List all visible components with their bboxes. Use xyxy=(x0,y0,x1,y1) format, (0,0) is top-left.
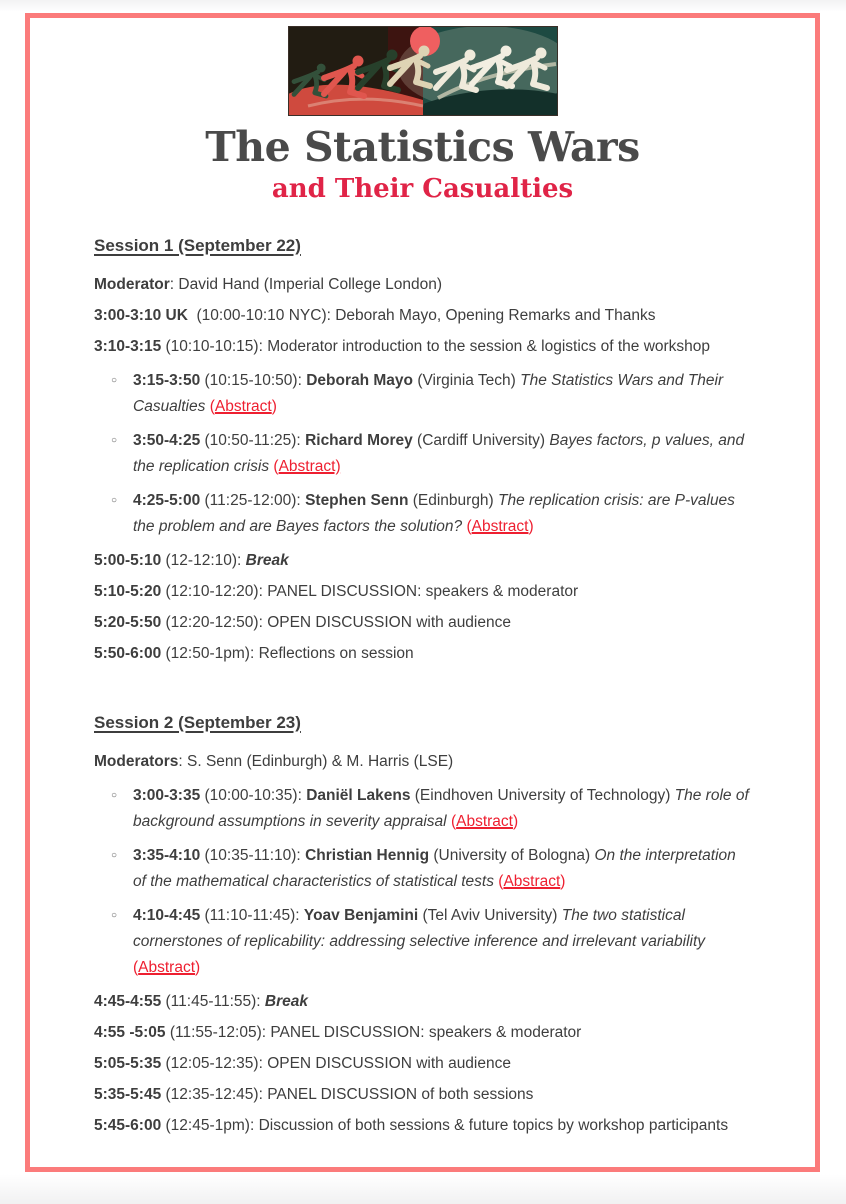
text-segment: (12:35-12:45): PANEL DISCUSSION of both sessions xyxy=(161,1085,534,1103)
text-segment: (12-12:10): xyxy=(161,551,246,569)
page-subtitle: and Their Casualties xyxy=(271,174,574,205)
text-segment: ( xyxy=(450,812,457,830)
sessions-container xyxy=(94,235,754,1139)
text-segment: 4:45-4:55 xyxy=(94,992,162,1010)
text-segment: (11:25-12:00): xyxy=(200,491,306,509)
talk-bullet-item xyxy=(94,428,751,480)
text-segment: : David Hand (Imperial College London) xyxy=(169,275,443,293)
page-top-edge xyxy=(0,0,846,12)
text-segment: The replication crisis: are P-values the problem and are Bayes factors the solution? xyxy=(133,491,740,535)
text-segment: (10:15-10:50): xyxy=(200,371,307,389)
text-segment: (Tel Aviv University) xyxy=(418,906,562,924)
text-segment: (11:45-11:55): xyxy=(161,992,265,1010)
session-heading: Session 2 (September 23) xyxy=(94,712,301,732)
text-segment: ) xyxy=(528,517,534,535)
text-segment: 4:55 -5:05 xyxy=(94,1023,166,1041)
text-segment: ( xyxy=(209,397,215,415)
bullet-marker-icon: ○ xyxy=(111,789,118,801)
bullet-marker-icon: ○ xyxy=(111,494,118,506)
bullet-marker-icon: ○ xyxy=(111,849,118,861)
talk-text xyxy=(133,368,751,420)
session-heading: Session 1 (September 22) xyxy=(94,235,301,255)
text-segment: Deborah Mayo xyxy=(306,371,414,389)
talk-text xyxy=(133,428,751,480)
text-segment: Moderator xyxy=(94,275,170,293)
text-segment: (University of Bologna) xyxy=(429,846,595,864)
text-segment: (12:10-12:20): PANEL DISCUSSION: speakers & moderator xyxy=(161,582,579,600)
text-segment: Break xyxy=(245,551,289,569)
talk-text xyxy=(133,843,751,895)
text-segment xyxy=(705,933,709,950)
text-segment: 3:00-3:35 xyxy=(133,786,201,804)
schedule-line xyxy=(94,641,751,667)
schedule-line xyxy=(94,548,751,574)
text-segment: Daniël Lakens xyxy=(306,786,411,804)
bullet-marker-icon: ○ xyxy=(111,374,118,386)
schedule-line xyxy=(94,989,751,1015)
text-segment: (Virginia Tech) xyxy=(413,371,521,389)
text-segment: (12:20-12:50): OPEN DISCUSSION with audience xyxy=(161,613,511,631)
text-segment: (10:00-10:10 NYC): Deborah Mayo, Opening Remarks and Thanks xyxy=(187,306,656,324)
text-segment: (10:50-11:25): xyxy=(200,431,306,449)
text-segment: 5:50-6:00 xyxy=(94,644,162,662)
bullet-marker-icon: ○ xyxy=(111,434,118,446)
text-segment: ( xyxy=(498,872,504,890)
text-segment: Bayes factors, p values, and the replication crisis xyxy=(133,431,749,475)
text-segment: (12:05-12:35): OPEN DISCUSSION with audience xyxy=(161,1054,511,1072)
schedule-line xyxy=(94,610,751,636)
session-block xyxy=(94,712,754,1139)
talk-text xyxy=(133,783,754,835)
talk-bullet-item xyxy=(94,368,751,420)
session-block xyxy=(94,236,751,667)
abstract-link[interactable]: Abstract xyxy=(471,517,529,535)
text-segment: 5:00-5:10 xyxy=(94,551,162,569)
text-segment: ) xyxy=(560,872,566,890)
bullet-marker-icon: ○ xyxy=(111,909,118,921)
text-segment: Christian Hennig xyxy=(305,846,430,864)
text-segment: 3:00-3:10 UK xyxy=(94,306,188,324)
abstract-link[interactable]: Abstract) xyxy=(278,457,341,475)
text-segment: The two statistical cornerstones of replicability: addressing selective inference and irrelevant variability xyxy=(133,906,706,950)
text-segment: 5:10-5:20 xyxy=(94,582,162,600)
page-border-frame xyxy=(25,13,820,1172)
text-segment: 5:35-5:45 xyxy=(94,1085,162,1103)
text-segment: ) xyxy=(271,397,277,415)
text-segment: 4:10-4:45 xyxy=(133,906,201,924)
text-segment: On the interpretation of the mathematical characteristics of statistical tests xyxy=(133,846,741,890)
text-segment: ) xyxy=(512,812,519,830)
schedule-line xyxy=(94,334,751,360)
schedule-line xyxy=(94,1082,751,1108)
schedule-line xyxy=(94,272,751,298)
talk-bullet-item xyxy=(94,843,751,895)
text-segment: (10:00-10:35): xyxy=(200,786,307,804)
text-segment: (12:50-1pm): Reflections on session xyxy=(161,644,414,662)
abstract-link[interactable]: Abstract xyxy=(138,958,196,976)
text-segment: Richard Morey xyxy=(305,431,413,449)
text-segment: 3:10-3:15 xyxy=(94,337,162,355)
text-segment: 4:25-5:00 xyxy=(133,491,201,509)
text-segment: 3:50-4:25 xyxy=(133,431,201,449)
page-title: The Statistics Wars xyxy=(205,123,640,171)
text-segment: Moderators xyxy=(94,752,179,770)
text-segment: (10:10-10:15): Moderator introduction to the session & logistics of the workshop xyxy=(161,337,711,355)
text-segment: ( xyxy=(466,517,472,535)
skaters-artwork xyxy=(288,26,558,116)
text-segment: (12:45-1pm): Discussion of both sessions & future topics by workshop participants xyxy=(161,1116,729,1134)
schedule-line xyxy=(94,1020,751,1046)
text-segment: 5:05-5:35 xyxy=(94,1054,162,1072)
text-segment: 5:45-6:00 xyxy=(94,1116,162,1134)
text-segment: (11:10-11:45): xyxy=(200,906,304,924)
text-segment: ( xyxy=(273,457,279,475)
speed-skaters-painting-icon xyxy=(288,26,558,116)
page-bottom-edge xyxy=(0,1174,846,1204)
talk-bullet-item xyxy=(94,903,751,981)
talk-text xyxy=(133,903,751,981)
schedule-line xyxy=(94,1113,751,1139)
text-segment: ) xyxy=(195,958,201,976)
text-segment: The Statistics Wars and Their Casualties xyxy=(133,371,728,415)
schedule-line xyxy=(94,303,751,329)
text-segment: 5:20-5:50 xyxy=(94,613,162,631)
abstract-link[interactable]: Abstract xyxy=(503,872,561,890)
text-segment: 3:35-4:10 xyxy=(133,846,201,864)
text-segment: Stephen Senn xyxy=(305,491,409,509)
schedule-line xyxy=(94,579,751,605)
talk-bullet-item xyxy=(94,783,754,835)
text-segment: (11:55-12:05): PANEL DISCUSSION: speakers & moderator xyxy=(165,1023,582,1041)
text-segment: : S. Senn (Edinburgh) & M. Harris (LSE) xyxy=(178,752,454,770)
text-segment: Break xyxy=(264,992,308,1010)
text-segment: Yoav Benjamini xyxy=(303,906,419,924)
schedule-line xyxy=(94,749,751,775)
abstract-link[interactable]: Abstract xyxy=(214,397,272,415)
text-segment: (Edinburgh) xyxy=(408,491,499,509)
talk-text xyxy=(133,488,751,540)
text-segment: (Eindhoven University of Technology) xyxy=(410,786,675,804)
text-segment: (Cardiff University) xyxy=(412,431,550,449)
page-content xyxy=(30,18,815,1139)
abstract-link[interactable]: Abstract xyxy=(456,812,513,830)
schedule-line xyxy=(94,1051,751,1077)
text-segment: The role of background assumptions in severity appraisal xyxy=(133,786,754,830)
text-segment: ( xyxy=(133,958,139,976)
text-segment: (10:35-11:10): xyxy=(200,846,306,864)
text-segment: 3:15-3:50 xyxy=(133,371,201,389)
talk-bullet-item xyxy=(94,488,751,540)
